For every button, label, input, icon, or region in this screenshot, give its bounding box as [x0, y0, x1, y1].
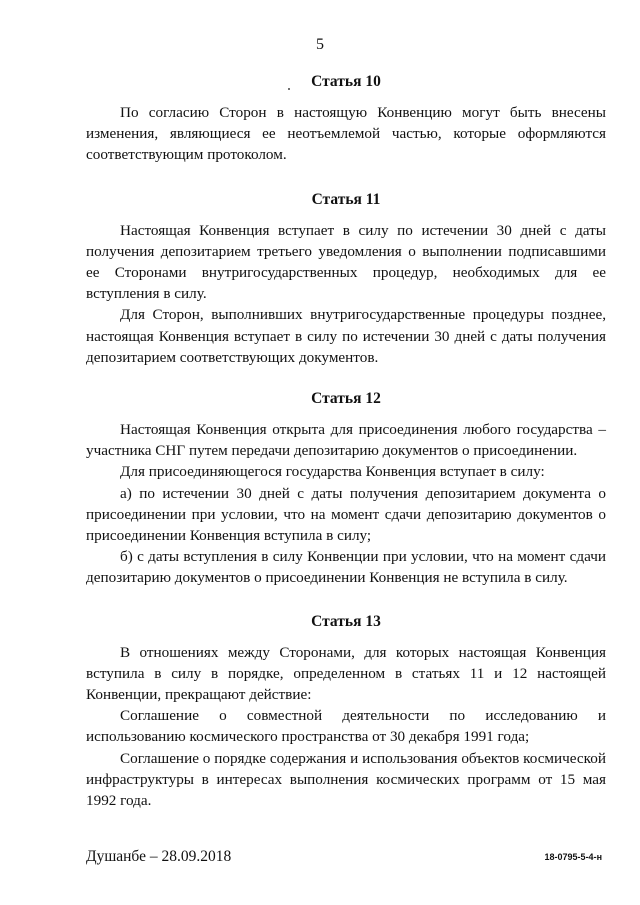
article-10	[86, 72, 606, 166]
page-number: 5	[316, 36, 324, 53]
article-11	[86, 190, 606, 368]
footer-doc-code: 18-0795-5-4-н	[544, 852, 602, 862]
article-paragraph: Настоящая Конвенция вступает в силу по истечении 30 дней с даты получения депозитарием третьего уведомления о выполнении подписавшими ее Сторонами внутригосударственных процедур, необходимых для ее вступления в силу.	[86, 221, 606, 303]
article-heading: Статья 12	[311, 390, 381, 408]
article-heading: Статья 11	[311, 190, 381, 208]
article-paragraph: Соглашение о совместной деятельности по исследованию и использованию космического пространства от 30 декабря 1991 года;	[86, 707, 606, 746]
article-heading: Статья 10	[311, 73, 381, 90]
article-paragraph: По согласию Сторон в настоящую Конвенцию могут быть внесены изменения, являющиеся ее неотъемлемой частью, которые оформляются соответствующим протоколом.	[86, 104, 606, 164]
article-paragraph: В отношениях между Сторонами, для которых настоящая Конвенция вступила в силу в порядке, определенном в статьях 11 и 12 настоящей Конвенции, прекращают действие:	[86, 643, 606, 704]
footer-place-date: Душанбе – 28.09.2018	[86, 848, 232, 865]
article-12	[86, 389, 606, 589]
article-13	[86, 612, 606, 812]
article-paragraph: Для Сторон, выполнивших внутригосударственные процедуры позднее, настоящая Конвенция вступает в силу по истечении 30 дней с даты получения депозитарием соответствующих документов.	[86, 306, 606, 366]
article-paragraph: б) с даты вступления в силу Конвенции при условии, что на момент сдачи депозитарию документов о присоединении Конвенция не вступила в силу.	[86, 548, 606, 587]
article-heading: Статья 13	[311, 612, 381, 630]
article-paragraph: Для присоединяющегося государства Конвенция вступает в силу:	[120, 463, 545, 481]
article-paragraph: а) по истечении 30 дней с даты получения депозитарием документа о присоединении при условии, что на момент сдачи депозитарию документов о присоединении Конвенция вступила в силу;	[86, 484, 606, 545]
article-paragraph: Соглашение о порядке содержания и использования объектов космической инфраструктуры в интересах выполнения космических программ от 15 мая 1992 года.	[86, 749, 606, 810]
document-body	[86, 72, 606, 832]
article-paragraph: Настоящая Конвенция открыта для присоединения любого государства – участника СНГ путем передачи депозитарию документов о присоединении.	[86, 421, 606, 460]
